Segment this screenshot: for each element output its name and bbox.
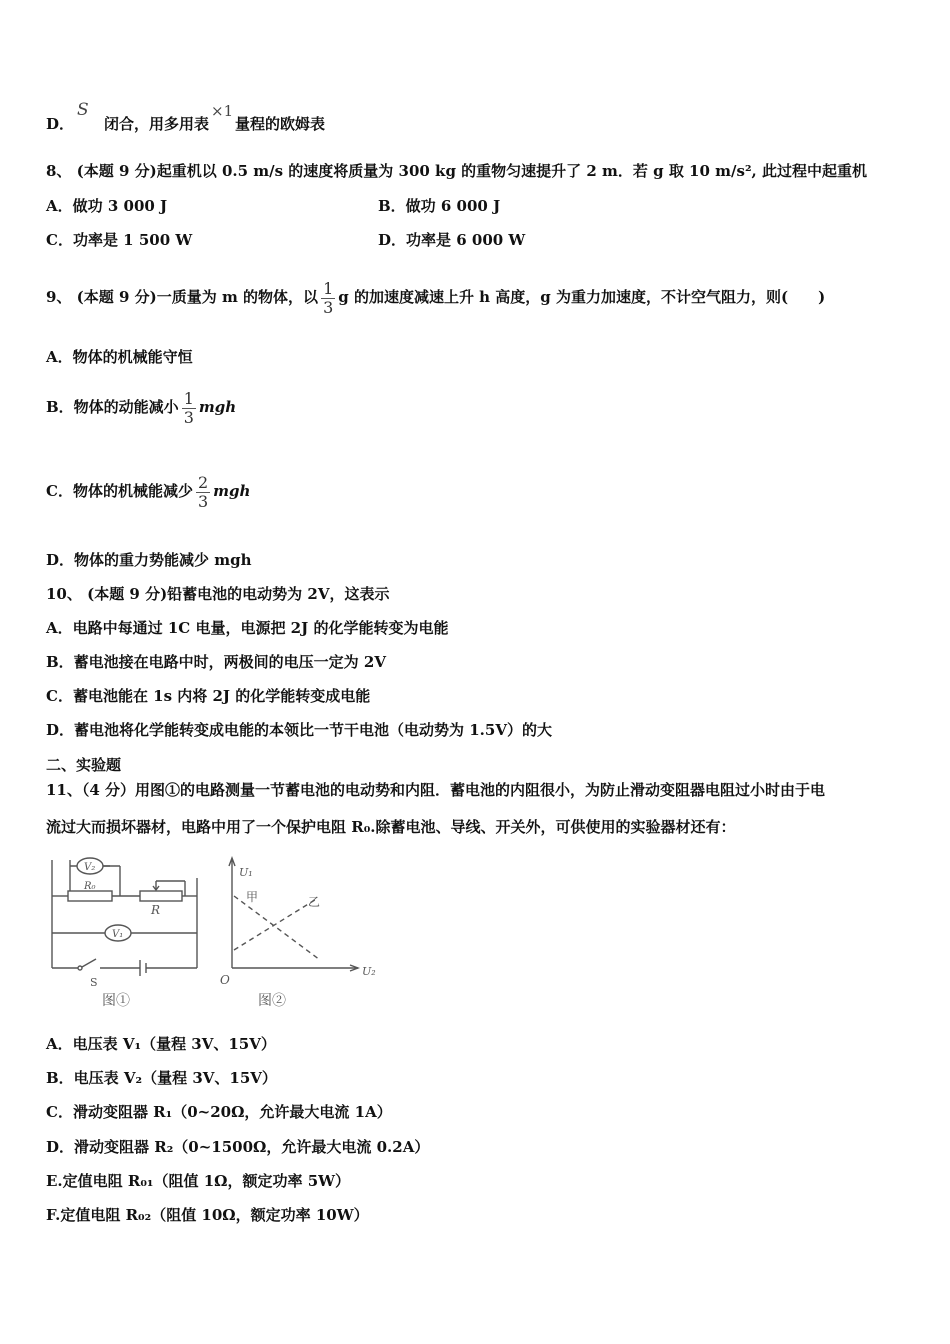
q10-option-a: A．电路中每通过 1C 电量，电源把 2J 的化学能转变为电能 [46,619,449,637]
label-v2: V₂ [84,862,96,873]
frac-num: 1 [323,278,334,298]
label-jia: 甲 [246,890,259,904]
q11-stem-line1: 11、（4 分）用图①的电路测量一节蓄电池的电动势和内阻．蓄电池的内阻很小，为防止滑动变阻器电阻过小时由于电 [46,781,826,799]
q9-stem-part2: g 的加速度减速上升 h 高度，g 为重力加速度，不计空气阻力，则( ) [338,288,826,306]
q8-option-c: C．功率是 1 500 W [46,231,193,249]
label-origin: O [220,973,230,987]
q11-option-c: C．滑动变阻器 R₁（0~20Ω，允许最大电流 1A） [46,1103,392,1121]
q9-stem [46,268,825,326]
q11-option-a: A．电压表 V₁（量程 3V、15V） [46,1035,276,1053]
frac-den: 3 [197,491,209,511]
circuit-figures [50,848,390,1013]
option-label: D． [46,115,75,133]
q9-option-b [46,378,236,436]
q9-option-c [46,462,250,520]
label-r: R [151,903,161,917]
frac-den: 3 [183,407,194,427]
option-text: 闭合，用多用表 [104,115,210,133]
frac-num: 1 [183,388,194,408]
label-s: S [90,976,98,989]
frac-num: 2 [197,472,209,492]
label-u2: U₂ [362,965,376,978]
q10-option-d: D．蓄电池将化学能转变成电能的本领比一节干电池（电动势为 1.5V）的大 [46,721,552,739]
q10-option-b: B．蓄电池接在电路中时，两极间的电压一定为 2V [46,653,386,671]
circuit-diagram-fig1 [52,858,197,976]
label-r0: R₀ [84,881,96,892]
q9-stem-part1: 9、 (本题 9 分)一质量为 m 的物体，以 [46,288,319,306]
q9-option-d: D．物体的重力势能减少 mgh [46,551,252,569]
option-formula: mgh [213,482,251,500]
fig2-caption: 图② [258,993,286,1009]
q8-option-d: D．功率是 6 000 W [378,231,526,249]
label-yi: 乙 [308,895,321,909]
label-v1: V₁ [112,929,124,940]
frac-den: 3 [323,297,334,317]
label-u1: U₁ [239,866,253,879]
q10-option-c: C．蓄电池能在 1s 内将 2J 的化学能转变成电能 [46,687,371,705]
q9-option-a: A．物体的机械能守恒 [46,348,193,366]
q11-stem-line2: 流过大而损坏器材，电路中用了一个保护电阻 R₀.除蓄电池、导线、开关外，可供使用的实验器材还有： [46,818,736,836]
option-text: 量程的欧姆表 [235,115,326,133]
fig1-caption: 图① [102,993,130,1009]
q11-option-d: D．滑动变阻器 R₂（0~1500Ω，允许最大电流 0.2A） [46,1138,430,1156]
fraction-two-thirds [196,474,210,511]
q8-option-b: B．做功 6 000 J [378,197,501,215]
q11-option-e: E.定值电阻 R₀₁（阻值 1Ω，额定功率 5W） [46,1172,351,1190]
range-x1: ×1 [211,102,234,120]
q8-option-a: A．做功 3 000 J [46,197,168,215]
option-text: C．物体的机械能减少 [46,482,193,500]
section-heading: 二、实验题 [46,756,122,774]
q11-option-b: B．电压表 V₂（量程 3V、15V） [46,1069,277,1087]
option-text: B．物体的动能减小 [46,398,179,416]
q8-stem: 8、 (本题 9 分)起重机以 0.5 m/s 的速度将质量为 300 kg 的重物匀速提升了 2 m．若 g 取 10 m/s², 此过程中起重机 [46,162,867,180]
q11-option-f: F.定值电阻 R₀₂（阻值 10Ω，额定功率 10W） [46,1206,369,1224]
fraction-one-third [321,280,335,317]
switch-symbol-s: S [77,100,89,120]
q10-stem: 10、 (本题 9 分)铅蓄电池的电动势为 2V，这表示 [46,585,390,603]
option-formula: mgh [198,398,237,416]
fraction-one-third [182,390,196,427]
